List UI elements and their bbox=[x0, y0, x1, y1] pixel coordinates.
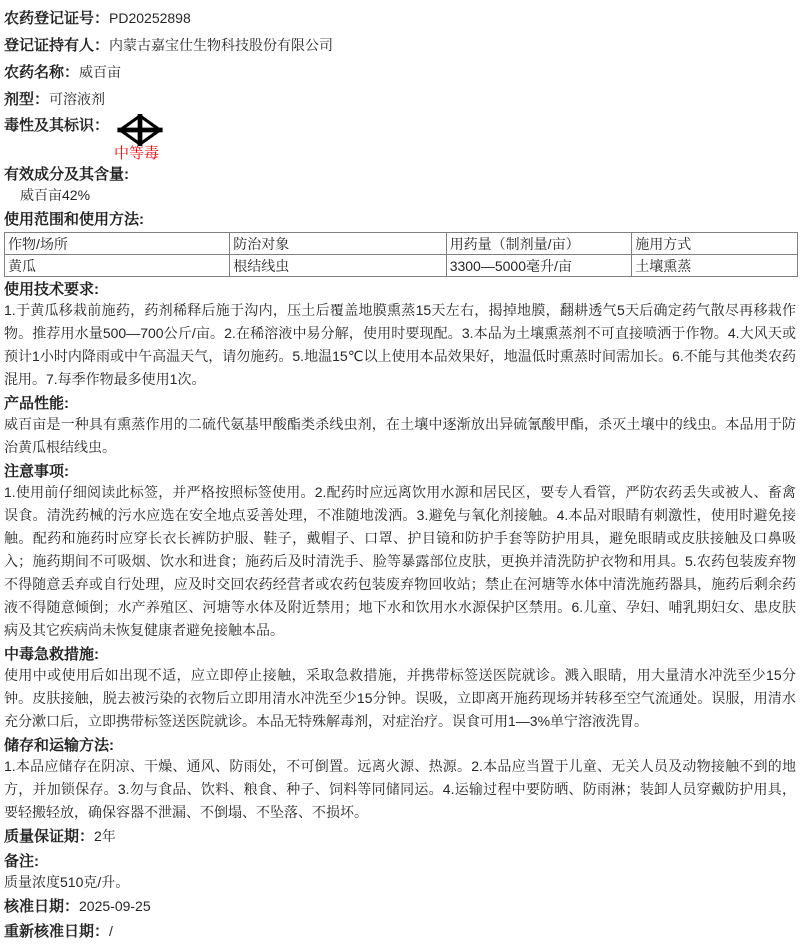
field-formulation bbox=[4, 86, 796, 113]
field-toxicity bbox=[4, 113, 796, 145]
registration-number-value: PD20252898 bbox=[109, 10, 191, 26]
first-aid-content: 使用中或使用后如出现不适，应立即停止接触，采取急救措施，并携带标签送医院就诊。溅入眼睛，用大量清水冲洗至少15分钟。皮肤接触，脱去被污染的衣物后立即用清水冲洗至少15分钟。误吸，立即离开施药现场并转移至空气流通处。误服，用清水充分漱口后，立即携带标签送医院就诊。本品无特殊解毒剂，对症治疗。误食可用1—3%单宁溶液洗胃。 bbox=[4, 667, 796, 729]
section-heading-product-performance: 产品性能: bbox=[4, 395, 69, 412]
toxicity-diamond-cross-icon bbox=[117, 114, 163, 146]
approval-date-value: 2025-09-25 bbox=[79, 898, 151, 914]
usage-table bbox=[4, 232, 798, 277]
toxicity-label: 毒性及其标识： bbox=[4, 117, 110, 134]
certificate-holder-label: 登记证持有人： bbox=[4, 37, 110, 54]
section-heading-remarks: 备注: bbox=[4, 853, 39, 870]
registration-number-label: 农药登记证号： bbox=[4, 10, 110, 27]
storage-transport-content: 1.本品应储存在阴凉、干燥、通风、防雨处，不可倒置。远离火源、热源。2.本品应当置于儿童、无关人员及动物接触不到的地方，并加锁保存。3.勿与食品、饮料、粮食、种子、饲料等同储同运。4.运输过程中要防晒、防雨淋；装卸人员穿戴防护用具，要轻搬轻放，确保容器不泄漏、不倒塌、不坠落、不损坏。 bbox=[4, 758, 796, 820]
field-reapproval-date bbox=[4, 919, 796, 944]
section-heading-usage-scope: 使用范围和使用方法: bbox=[4, 211, 144, 228]
section-heading-technical-requirements: 使用技术要求: bbox=[4, 281, 99, 298]
section-heading-active-ingredient: 有效成分及其含量: bbox=[4, 166, 129, 183]
field-registration-number bbox=[4, 5, 796, 32]
field-certificate-holder bbox=[4, 32, 796, 59]
usage-table-cell-target: 根结线虫 bbox=[230, 255, 446, 277]
technical-requirements-content: 1.于黄瓜移栽前施药，药剂稀释后施于沟内，压土后覆盖地膜熏蒸15天左右，揭掉地膜，翻耕透气5天后确定药气散尽再移栽作物。推荐用水量500—700公斤/亩。2.在稀溶液中易分解，使用时要现配。3.本品为土壤熏蒸剂不可直接喷洒于作物。4.大风天或预计1小时内降雨或中午高温天气，请勿施药。5.地温15℃以上使用本品效果好，地温低时熏蒸时间需加长。6.不能与其他类农药混用。7.每季作物最多使用1次。 bbox=[4, 302, 796, 387]
section-heading-storage-transport: 储存和运输方法: bbox=[4, 737, 114, 754]
formulation-label: 剂型： bbox=[4, 91, 50, 108]
quality-guarantee-value: 2年 bbox=[94, 828, 116, 844]
usage-table-header-method: 施用方式 bbox=[632, 233, 798, 255]
pesticide-name-value: 威百亩 bbox=[79, 64, 122, 80]
usage-table-cell-method: 土壤熏蒸 bbox=[632, 255, 798, 277]
usage-table-header-target: 防治对象 bbox=[230, 233, 446, 255]
quality-guarantee-label: 质量保证期： bbox=[4, 828, 95, 845]
remarks-content: 质量浓度510克/升。 bbox=[4, 874, 130, 890]
precautions-content: 1.使用前仔细阅读此标签，并严格按照标签使用。2.配药时应远离饮用水源和居民区，要专人看管，严防农药丢失或被人、畜禽误食。清洗药械的污水应选在安全地点妥善处理，不准随地泼洒。3.避免与氧化剂接触。4.本品对眼睛有刺激性，使用时避免接触。配药和施药时应穿长衣长裤防护服、鞋子，戴帽子、口罩、护目镜和防护手套等防护用具，避免眼睛或皮肤接触及口鼻吸入；施药期间不可吸烟、饮水和进食；施药后及时清洗手、脸等暴露部位皮肤，更换并清洗防护衣物和用具。5.农药包装废弃物不得随意丢弃或自行处理，应及时交回农药经营者或农药包装废弃物回收站；禁止在河塘等水体中清洗施药器具，施药后剩余药液不得随意倾倒；水产养殖区、河塘等水体及附近禁用；地下水和饮用水水源保护区禁用。6.儿童、孕妇、哺乳期妇女、患皮肤病及其它疾病尚未恢复健康者避免接触本品。 bbox=[4, 484, 796, 638]
usage-table-cell-crop: 黄瓜 bbox=[5, 255, 230, 277]
section-heading-precautions: 注意事项: bbox=[4, 463, 69, 480]
usage-table-data-row bbox=[5, 255, 798, 277]
toxicity-level-text: 中等毒 bbox=[114, 145, 160, 162]
reapproval-date-value: / bbox=[109, 923, 113, 939]
certificate-holder-value: 内蒙古嘉宝仕生物科技股份有限公司 bbox=[109, 37, 334, 53]
usage-table-header-dosage: 用药量（制剂量/亩） bbox=[446, 233, 632, 255]
field-quality-guarantee bbox=[4, 824, 796, 849]
reapproval-date-label: 重新核准日期： bbox=[4, 923, 110, 940]
field-pesticide-name bbox=[4, 59, 796, 86]
section-heading-first-aid: 中毒急救措施: bbox=[4, 646, 99, 663]
approval-date-label: 核准日期： bbox=[4, 898, 80, 915]
field-approval-date bbox=[4, 894, 796, 919]
product-performance-content: 威百亩是一种具有熏蒸作用的二硫代氨基甲酸酯类杀线虫剂，在土壤中逐渐放出异硫氰酸甲酯，杀灭土壤中的线虫。本品用于防治黄瓜根结线虫。 bbox=[4, 416, 796, 455]
pesticide-name-label: 农药名称： bbox=[4, 64, 80, 81]
active-ingredient-content: 威百亩42% bbox=[20, 187, 91, 203]
formulation-value: 可溶液剂 bbox=[49, 91, 106, 107]
usage-table-header-row bbox=[5, 233, 798, 255]
usage-table-cell-dosage: 3300—5000毫升/亩 bbox=[446, 255, 632, 277]
usage-table-header-crop: 作物/场所 bbox=[5, 233, 230, 255]
